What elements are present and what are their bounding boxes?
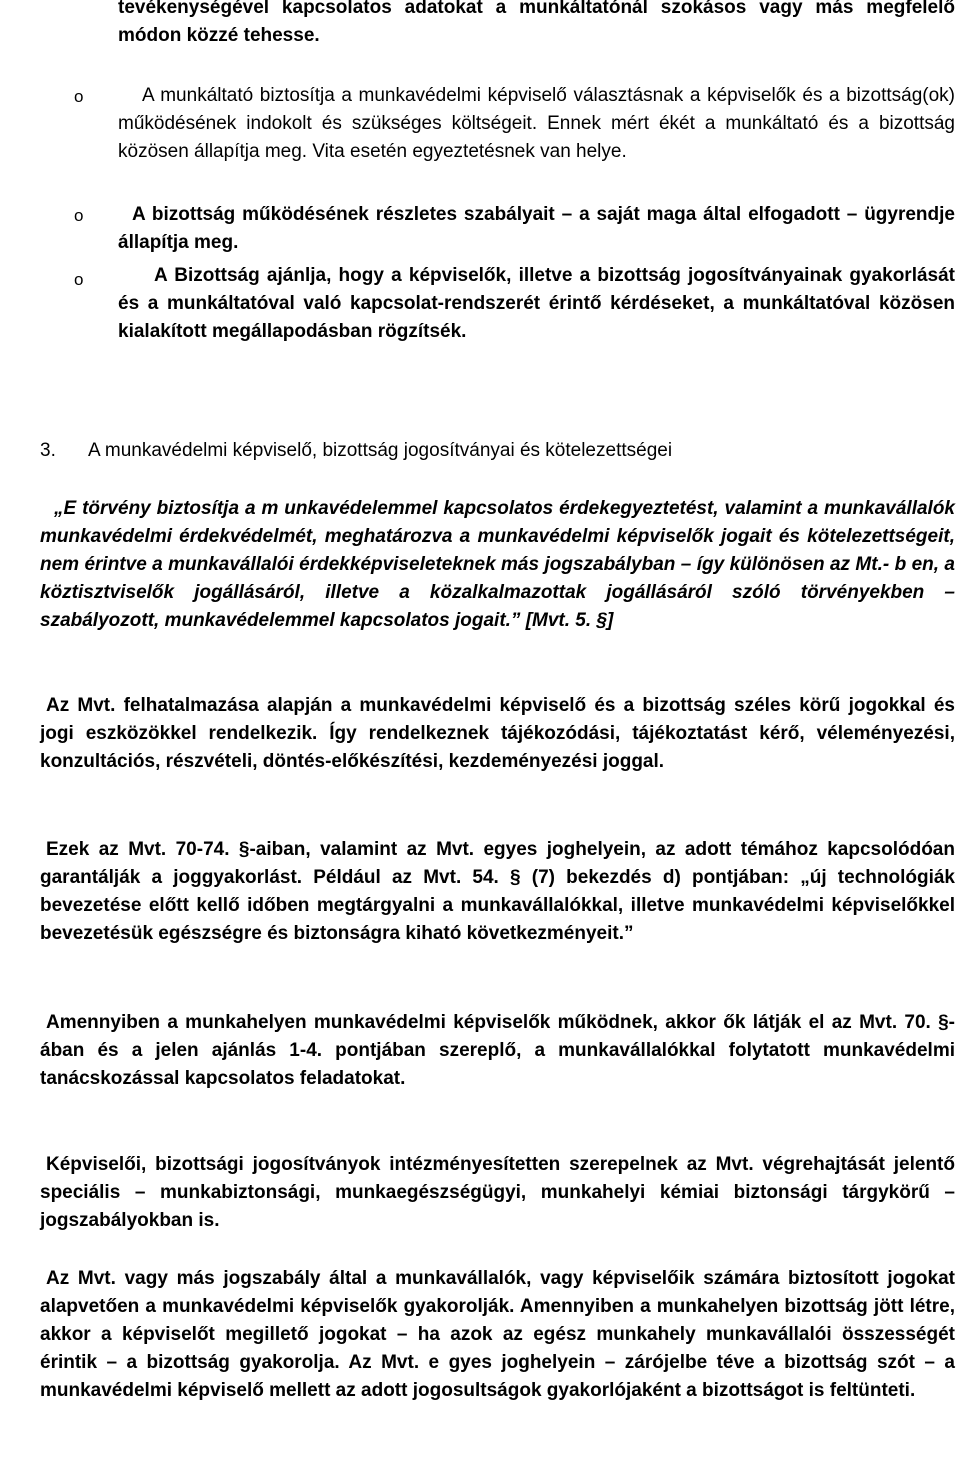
- section-title: A munkavédelmi képviselő, bizottság jogosítványai és kötelezettségei: [88, 440, 673, 461]
- paragraph-representatives: Amennyiben a munkahelyen munkavédelmi képviselők működnek, akkor ők látják el az Mvt. 70. §-ában és a jelen ajánlás 1-4. pontjában szereplő, a munkavállalókkal folytatott munkavédelmi tanácskozással kapcsolatos feladatokat.: [40, 1012, 955, 1089]
- paragraph-continuation: tevékenységével kapcsolatos adatokat a munkáltatónál szokásos vagy más megfelelő módon közzé tehesse.: [118, 0, 955, 46]
- law-quote: „E törvény biztosítja a m unkavédelemmel kapcsolatos érdekegyeztetést, valamint a munkavállalók munkavédelmi érdekvédelmét, meghatározva a munkavédelmi képviselők jogait és kötelezettségeit, nem érintve a munkavállalói érdekképviseleteknek más jogszabályban – így különösen az Mt.- b en, a köztisztviselők jogállásáról, illetve a közalkalmazottak jogállásáról szóló törvényekben – szabályozott, munkavédelemmel kapcsolatos jogait.” [Mvt. 5. §]: [40, 498, 955, 631]
- paragraph-rights: Az Mvt. felhatalmazása alapján a munkavédelmi képviselő és a bizottság széles körű jogokkal és jogi eszközökkel rendelkezik. Így rendelkeznek tájékozódási, tájékoztatást kérő, véleményezési, konzultációs, részvételi, döntés-előkészítési, kezdeményezési joggal.: [40, 695, 955, 772]
- bullet-marker: o: [74, 270, 84, 289]
- section-number: 3.: [40, 440, 56, 461]
- paragraph-articles: Ezek az Mvt. 70-74. §-aiban, valamint az Mvt. egyes joghelyein, az adott témához kapcsolódóan garantálják a joggyakorlást. Például az Mvt. 54. § (7) bekezdés d) pontjában: „új technológiák bevezetése előtt kellő időben megtárgyalni a munkavállalókkal, illetve munkavédelmi képviselőkkel bevezetésük egészségre és biztonságra kiható következményeit.”: [40, 839, 955, 944]
- bullet-item-costs: A munkáltató biztosítja a munkavédelmi képviselő választásnak a képviselők és a bizottság(ok) működésének indokolt és szükséges költségeit. Ennek mért ékét a munkáltató és a bizottság közösen állapítja meg. Vita esetén egyeztetésnek van helye.: [118, 85, 955, 162]
- paragraph-institutional: Képviselői, bizottsági jogosítványok intézményesítetten szerepelnek az Mvt. végrehajtását jelentő speciális – munkabiztonsági, munkaegészségügyi, munkahelyi kémiai biztonsági tárgykörű – jogszabályokban is.: [40, 1154, 955, 1231]
- bullet-item-recommendation: A Bizottság ajánlja, hogy a képviselők, illetve a bizottság jogosítványainak gyakorlását és a munkáltatóval való kapcsolat-rendszerét érintő kérdéseket, a munkáltatóval közösen kialakított megállapodásban rögzítsék.: [118, 265, 955, 342]
- bullet-item-rules: A bizottság működésének részletes szabályait – a saját maga által elfogadott – ügyrendje állapítja meg.: [118, 204, 955, 253]
- bullet-marker: o: [74, 206, 84, 225]
- paragraph-committee: Az Mvt. vagy más jogszabály által a munkavállalók, vagy képviselőik számára biztosított jogokat alapvetően a munkavédelmi képviselők gyakorolják. Amennyiben a munkahelyen bizottság jött létre, akkor a képviselőt megillető jogokat – ha azok az egész munkahely munkavállalói összességét érintik – a bizottság gyakorolja. Az Mvt. e gyes joghelyein – zárójelbe téve a bizottság szót – a munkavédelmi képviselő mellett az adott jogosultságok gyakorlójaként a bizottságot is feltünteti.: [40, 1268, 955, 1401]
- bullet-marker: o: [74, 87, 84, 106]
- section-heading: [40, 437, 955, 465]
